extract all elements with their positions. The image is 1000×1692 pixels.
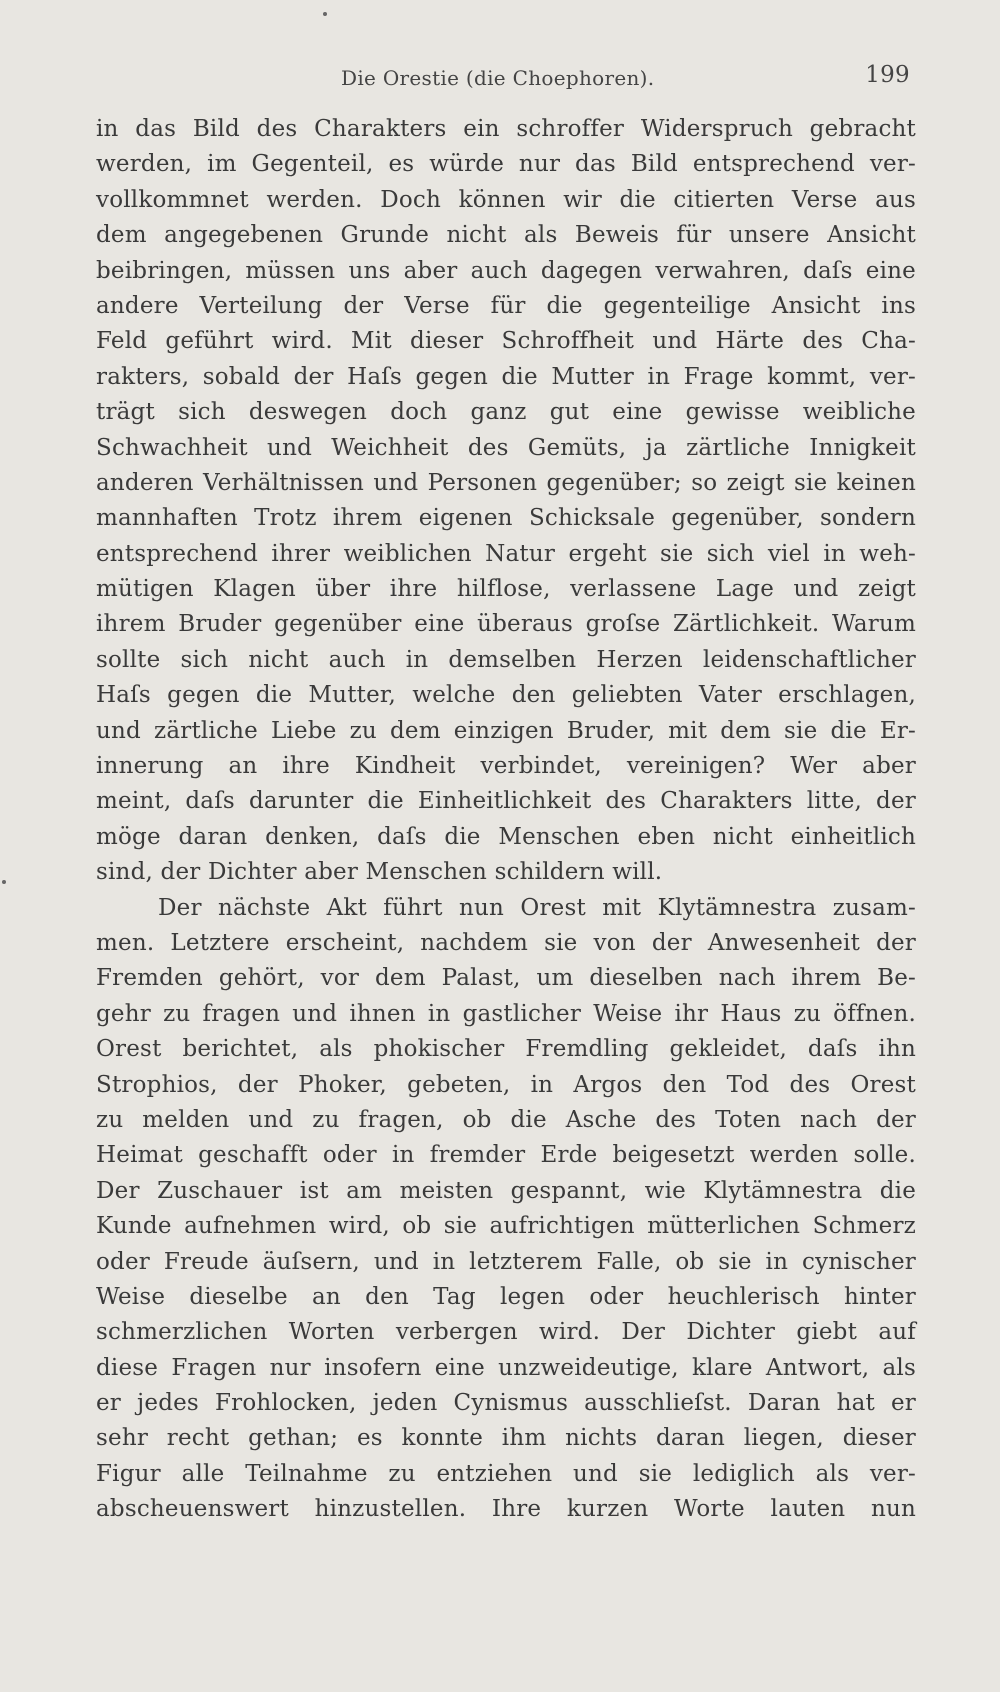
running-title: Die Orestie (die Choephoren). bbox=[341, 66, 655, 90]
text-line: Weise dieselbe an den Tag legen oder heuchlerisch hinter bbox=[96, 1283, 916, 1310]
text-line: trägt sich deswegen doch ganz gut eine gewisse weibliche bbox=[96, 399, 916, 426]
text-line: er jedes Frohlocken, jeden Cynismus ausschlieſst. Daran hat er bbox=[96, 1390, 916, 1417]
text-line: diese Fragen nur insofern eine unzweideutige, klare Antwort, als bbox=[96, 1354, 916, 1381]
text-line: abscheuenswert hinzustellen. Ihre kurzen Worte lauten nun bbox=[96, 1496, 916, 1523]
text-line: möge daran denken, daſs die Menschen eben nicht einheitlich bbox=[96, 823, 916, 850]
text-line: sehr recht gethan; es konnte ihm nichts daran liegen, dieser bbox=[96, 1425, 916, 1452]
text-line: oder Freude äuſsern, und in letzterem Falle, ob sie in cynischer bbox=[96, 1248, 916, 1275]
text-line: Fremden gehört, vor dem Palast, um dieselben nach ihrem Be- bbox=[96, 965, 916, 992]
text-line: Figur alle Teilnahme zu entziehen und sie lediglich als ver- bbox=[96, 1460, 916, 1487]
text-line: gehr zu fragen und ihnen in gastlicher Weise ihr Haus zu öffnen. bbox=[96, 1000, 916, 1027]
text-line: Heimat geschafft oder in fremder Erde beigesetzt werden solle. bbox=[96, 1142, 916, 1169]
text-line: Strophios, der Phoker, gebeten, in Argos den Tod des Orest bbox=[96, 1071, 916, 1098]
text-line: mütigen Klagen über ihre hilflose, verlassene Lage und zeigt bbox=[96, 576, 916, 603]
text-line: Der nächste Akt führt nun Orest mit Klytämnestra zusam- bbox=[158, 894, 916, 921]
text-line: innerung an ihre Kindheit verbindet, vereinigen? Wer aber bbox=[96, 753, 916, 780]
text-line: werden, im Gegenteil, es würde nur das Bild entsprechend ver- bbox=[96, 151, 916, 178]
ink-speck-margin bbox=[2, 880, 6, 884]
paragraph bbox=[96, 891, 916, 1528]
text-line: entsprechend ihrer weiblichen Natur ergeht sie sich viel in weh- bbox=[96, 540, 916, 567]
paragraph bbox=[96, 112, 916, 891]
text-line: Orest berichtet, als phokischer Fremdling gekleidet, daſs ihn bbox=[96, 1036, 916, 1063]
text-line: rakters, sobald der Haſs gegen die Mutter in Frage kommt, ver- bbox=[96, 363, 916, 390]
text-line: anderen Verhältnissen und Personen gegenüber; so zeigt sie keinen bbox=[96, 469, 916, 496]
text-line: Kunde aufnehmen wird, ob sie aufrichtigen mütterlichen Schmerz bbox=[96, 1213, 916, 1240]
text-line: Feld geführt wird. Mit dieser Schroffheit und Härte des Cha- bbox=[96, 328, 916, 355]
text-line: meint, daſs darunter die Einheitlichkeit des Charakters litte, der bbox=[96, 788, 916, 815]
text-line: men. Letztere erscheint, nachdem sie von der Anwesenheit der bbox=[96, 929, 916, 956]
body-text bbox=[96, 112, 916, 1528]
text-line: Haſs gegen die Mutter, welche den geliebten Vater erschlagen, bbox=[96, 682, 916, 709]
page-number: 199 bbox=[865, 62, 910, 88]
text-line: andere Verteilung der Verse für die gegenteilige Ansicht ins bbox=[96, 292, 916, 319]
text-line: schmerzlichen Worten verbergen wird. Der Dichter giebt auf bbox=[96, 1319, 916, 1346]
text-line: Der Zuschauer ist am meisten gespannt, wie Klytämnestra die bbox=[96, 1177, 916, 1204]
text-line: Schwachheit und Weichheit des Gemüts, ja zärtliche Innigkeit bbox=[96, 434, 916, 461]
text-line: sollte sich nicht auch in demselben Herzen leidenschaftlicher bbox=[96, 646, 916, 673]
text-line: zu melden und zu fragen, ob die Asche des Toten nach der bbox=[96, 1106, 916, 1133]
text-line: und zärtliche Liebe zu dem einzigen Bruder, mit dem sie die Er- bbox=[96, 717, 916, 744]
text-line: mannhaften Trotz ihrem eigenen Schicksale gegenüber, sondern bbox=[96, 505, 916, 532]
text-line: dem angegebenen Grunde nicht als Beweis für unsere Ansicht bbox=[96, 222, 916, 249]
ink-speck-top bbox=[323, 12, 327, 16]
text-line: beibringen, müssen uns aber auch dagegen verwahren, daſs eine bbox=[96, 257, 916, 284]
page-header bbox=[96, 62, 910, 94]
text-line: in das Bild des Charakters ein schroffer Widerspruch gebracht bbox=[96, 116, 916, 142]
text-line: ihrem Bruder gegenüber eine überaus groſse Zärtlichkeit. Warum bbox=[96, 611, 916, 638]
text-line: sind, der Dichter aber Menschen schildern will. bbox=[96, 859, 663, 886]
text-line: vollkommnet werden. Doch können wir die citierten Verse aus bbox=[96, 186, 916, 213]
